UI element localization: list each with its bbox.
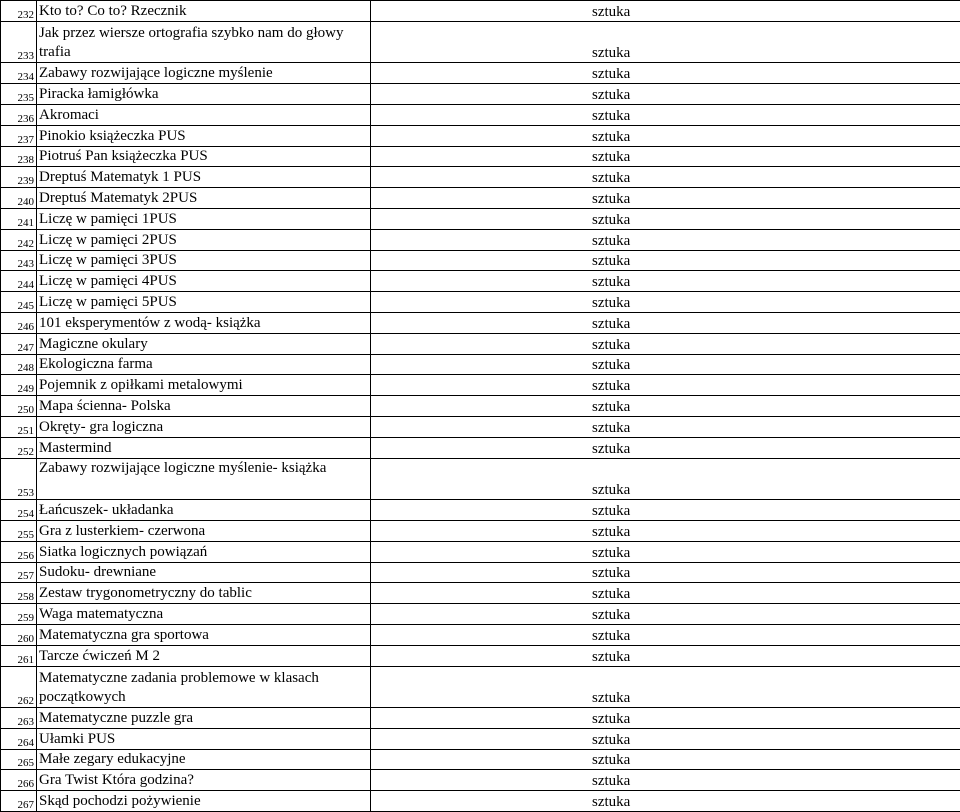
items-table-body <box>1 1 960 812</box>
item-name: Małe zegary edukacyjne <box>37 749 371 770</box>
table-row <box>1 354 960 375</box>
item-unit: sztuka <box>371 104 960 125</box>
item-name: Dreptuś Matematyk 1 PUS <box>37 167 371 188</box>
table-row <box>1 562 960 583</box>
item-unit: sztuka <box>371 458 960 500</box>
row-number: 253 <box>1 458 37 500</box>
table-row <box>1 312 960 333</box>
item-name: Magiczne okulary <box>37 333 371 354</box>
table-row <box>1 500 960 521</box>
row-number: 245 <box>1 292 37 313</box>
row-number: 249 <box>1 375 37 396</box>
item-name: Zabawy rozwijające logiczne myślenie <box>37 63 371 84</box>
row-number: 239 <box>1 167 37 188</box>
table-row <box>1 271 960 292</box>
item-name: Sudoku- drewniane <box>37 562 371 583</box>
row-number: 236 <box>1 104 37 125</box>
row-number: 252 <box>1 437 37 458</box>
row-number: 254 <box>1 500 37 521</box>
table-row <box>1 708 960 729</box>
item-unit: sztuka <box>371 416 960 437</box>
item-unit: sztuka <box>371 520 960 541</box>
item-unit: sztuka <box>371 229 960 250</box>
row-number: 265 <box>1 749 37 770</box>
row-number: 261 <box>1 645 37 666</box>
item-name: Dreptuś Matematyk 2PUS <box>37 188 371 209</box>
table-row <box>1 84 960 105</box>
item-name: Zestaw trygonometryczny do tablic <box>37 583 371 604</box>
row-number: 255 <box>1 520 37 541</box>
item-unit: sztuka <box>371 250 960 271</box>
table-row <box>1 21 960 63</box>
item-name: Gra z lusterkiem- czerwona <box>37 520 371 541</box>
item-unit: sztuka <box>371 84 960 105</box>
item-name: Liczę w pamięci 2PUS <box>37 229 371 250</box>
row-number: 238 <box>1 146 37 167</box>
table-row <box>1 749 960 770</box>
table-row <box>1 125 960 146</box>
table-row <box>1 416 960 437</box>
item-name: Pojemnik z opiłkami metalowymi <box>37 375 371 396</box>
item-name: Liczę w pamięci 1PUS <box>37 208 371 229</box>
table-row <box>1 167 960 188</box>
table-row <box>1 624 960 645</box>
item-unit: sztuka <box>371 146 960 167</box>
item-unit: sztuka <box>371 375 960 396</box>
table-row <box>1 791 960 812</box>
item-unit: sztuka <box>371 125 960 146</box>
row-number: 235 <box>1 84 37 105</box>
item-unit: sztuka <box>371 624 960 645</box>
item-unit: sztuka <box>371 354 960 375</box>
row-number: 263 <box>1 708 37 729</box>
row-number: 234 <box>1 63 37 84</box>
row-number: 241 <box>1 208 37 229</box>
item-unit: sztuka <box>371 292 960 313</box>
item-unit: sztuka <box>371 791 960 812</box>
table-row <box>1 666 960 708</box>
item-name: Liczę w pamięci 3PUS <box>37 250 371 271</box>
table-row <box>1 437 960 458</box>
item-unit: sztuka <box>371 541 960 562</box>
row-number: 247 <box>1 333 37 354</box>
row-number: 243 <box>1 250 37 271</box>
item-name: Okręty- gra logiczna <box>37 416 371 437</box>
item-unit: sztuka <box>371 1 960 22</box>
table-row <box>1 728 960 749</box>
table-row <box>1 208 960 229</box>
item-name: Liczę w pamięci 4PUS <box>37 271 371 292</box>
item-name: Waga matematyczna <box>37 604 371 625</box>
item-name: Łańcuszek- układanka <box>37 500 371 521</box>
item-unit: sztuka <box>371 167 960 188</box>
row-number: 251 <box>1 416 37 437</box>
row-number: 237 <box>1 125 37 146</box>
item-name: Mapa ścienna- Polska <box>37 396 371 417</box>
table-row <box>1 645 960 666</box>
item-name: Skąd pochodzi pożywienie <box>37 791 371 812</box>
item-name: Tarcze ćwiczeń M 2 <box>37 645 371 666</box>
row-number: 262 <box>1 666 37 708</box>
item-unit: sztuka <box>371 208 960 229</box>
item-name: Piracka łamigłówka <box>37 84 371 105</box>
table-row <box>1 520 960 541</box>
row-number: 246 <box>1 312 37 333</box>
item-unit: sztuka <box>371 562 960 583</box>
table-row <box>1 333 960 354</box>
table-row <box>1 250 960 271</box>
row-number: 258 <box>1 583 37 604</box>
table-row <box>1 458 960 500</box>
row-number: 259 <box>1 604 37 625</box>
table-row <box>1 770 960 791</box>
item-unit: sztuka <box>371 500 960 521</box>
item-unit: sztuka <box>371 188 960 209</box>
row-number: 267 <box>1 791 37 812</box>
item-name: Piotruś Pan książeczka PUS <box>37 146 371 167</box>
item-name: Pinokio książeczka PUS <box>37 125 371 146</box>
item-name: Matematyczne zadania problemowe w klasach początkowych <box>37 666 371 708</box>
table-row <box>1 63 960 84</box>
item-unit: sztuka <box>371 63 960 84</box>
table-row <box>1 292 960 313</box>
row-number: 260 <box>1 624 37 645</box>
item-unit: sztuka <box>371 396 960 417</box>
item-unit: sztuka <box>371 749 960 770</box>
item-name: Liczę w pamięci 5PUS <box>37 292 371 313</box>
row-number: 256 <box>1 541 37 562</box>
row-number: 248 <box>1 354 37 375</box>
item-name: Siatka logicznych powiązań <box>37 541 371 562</box>
item-unit: sztuka <box>371 604 960 625</box>
table-row <box>1 375 960 396</box>
table-row <box>1 188 960 209</box>
item-unit: sztuka <box>371 770 960 791</box>
row-number: 233 <box>1 21 37 63</box>
item-name: Matematyczne puzzle gra <box>37 708 371 729</box>
item-name: Zabawy rozwijające logiczne myślenie- książka <box>37 458 371 500</box>
table-row <box>1 604 960 625</box>
item-unit: sztuka <box>371 312 960 333</box>
row-number: 250 <box>1 396 37 417</box>
row-number: 240 <box>1 188 37 209</box>
item-unit: sztuka <box>371 333 960 354</box>
item-unit: sztuka <box>371 708 960 729</box>
item-unit: sztuka <box>371 437 960 458</box>
row-number: 266 <box>1 770 37 791</box>
item-unit: sztuka <box>371 21 960 63</box>
item-unit: sztuka <box>371 645 960 666</box>
item-unit: sztuka <box>371 666 960 708</box>
table-row <box>1 1 960 22</box>
table-row <box>1 104 960 125</box>
item-name: Gra Twist Która godzina? <box>37 770 371 791</box>
row-number: 232 <box>1 1 37 22</box>
item-name: Ekologiczna farma <box>37 354 371 375</box>
item-unit: sztuka <box>371 728 960 749</box>
table-row <box>1 396 960 417</box>
item-name: Ułamki PUS <box>37 728 371 749</box>
table-row <box>1 583 960 604</box>
row-number: 244 <box>1 271 37 292</box>
item-name: Matematyczna gra sportowa <box>37 624 371 645</box>
table-row <box>1 146 960 167</box>
item-name: Mastermind <box>37 437 371 458</box>
item-name: 101 eksperymentów z wodą- książka <box>37 312 371 333</box>
row-number: 257 <box>1 562 37 583</box>
table-row <box>1 229 960 250</box>
item-unit: sztuka <box>371 583 960 604</box>
row-number: 242 <box>1 229 37 250</box>
item-name: Jak przez wiersze ortografia szybko nam do głowy trafia <box>37 21 371 63</box>
table-row <box>1 541 960 562</box>
item-name: Kto to? Co to? Rzecznik <box>37 1 371 22</box>
item-unit: sztuka <box>371 271 960 292</box>
item-name: Akromaci <box>37 104 371 125</box>
row-number: 264 <box>1 728 37 749</box>
